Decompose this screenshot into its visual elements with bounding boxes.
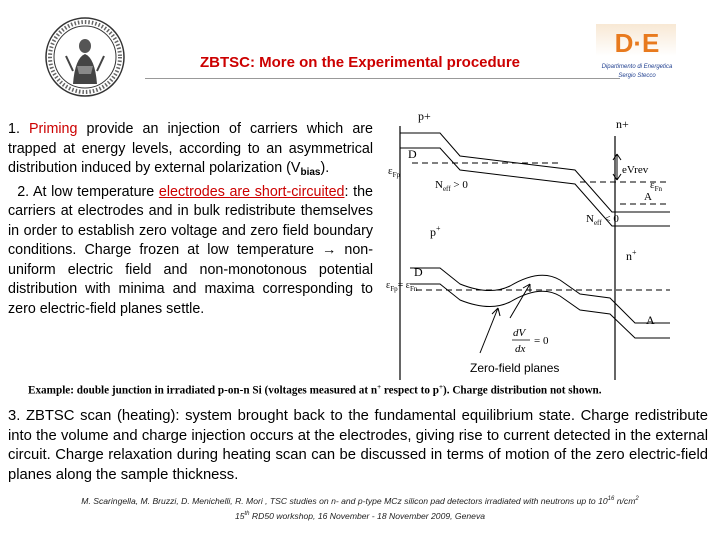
step1-end: ). [320, 160, 330, 176]
label-n-plus-top: n+ [616, 117, 629, 131]
label-p-plus-top: p+ [418, 109, 431, 123]
label-neff-negative: $N_{eff} < 0$ [586, 213, 619, 227]
citation-sup2: 2 [635, 496, 639, 502]
caption-part2: respect to p [381, 384, 440, 397]
citation-line2b: RD50 workshop, 16 November - 18 November 2009, Geneva [249, 510, 486, 521]
label-eps-fn: $\varepsilon_{Fn}$ [650, 179, 663, 193]
step2-number: 2. At low temperature [17, 183, 159, 200]
figure-caption [28, 383, 718, 397]
logo-subtitle-2: Sergio Stecco [618, 73, 656, 79]
label-A-top: A [644, 191, 652, 203]
step1-keyword: Priming [29, 121, 78, 137]
label-eps-equal: $\varepsilon_{Fp}= \varepsilon_{Fn}$ [386, 280, 418, 293]
caption-part3: ). Charge distribution not shown. [443, 384, 602, 397]
step1-number: 1. [8, 121, 29, 137]
step2-text: : the carriers at electrodes and in bulk redistribute themselves in order to establish zero voltage and zero field boundary conditions. Charge frozen at low temperature → non-uniform electric field and non-monotonous potential distribution with minima and maxima corresponding to zero electric-field planes settle. [8, 183, 373, 317]
label-neff-positive: $N_{eff} > 0$ [435, 179, 468, 193]
logo-subtitle-1: Dipartimento di Energetica [601, 64, 673, 70]
step1-subscript: bias [300, 167, 321, 178]
step1-text: provide an injection of carriers which are trapped at energy levels, according to an asymmetrical distribution induced by external polarization (V [8, 121, 373, 176]
citation-line2a: 15 [234, 510, 245, 521]
logo-text: D·E [614, 28, 660, 58]
citation-line1-end: n/cm [614, 495, 636, 506]
step2-keyword: electrodes are short-circuited [158, 183, 345, 200]
label-eps-fp: $\varepsilon_{Fp}$ [388, 165, 401, 179]
label-dV: dV [513, 327, 526, 339]
procedure-steps-text [8, 120, 373, 319]
page-title: ZBTSC: More on the Experimental procedure [199, 54, 521, 71]
scan-description-text: 3. ZBTSC scan (heating): system brought back to the fundamental equilibrium state. Charge redistribute into the volume and charge injection occurs at the electrodes, giving rise to current detected in the external circuit. Charge relaxation during heating scan can be discussed in terms of motion of the zero electric-field planes along the sample thickness. [8, 408, 708, 483]
label-dx: dx [515, 343, 526, 355]
citation [0, 493, 720, 523]
label-A-bottom: A [646, 313, 655, 327]
label-D-bottom: D [414, 265, 423, 279]
band-diagram [380, 108, 720, 380]
label-p-plus-bottom: p+ [430, 224, 441, 239]
caption-sup1: + [377, 383, 382, 391]
label-zero-field-planes: Zero-field planes [470, 361, 560, 375]
citation-line1: M. Scaringella, M. Bruzzi, D. Menichelli, R. Mori , TSC studies on n- and p-type MCz silicon pad detectors irradiated with neutrons up to 10 [81, 495, 608, 506]
title-divider [145, 78, 620, 79]
label-D-top: D [408, 147, 417, 161]
citation-line2-sup: th [244, 510, 250, 517]
caption-part1: Example: double junction in irradiated p-on-n Si (voltages measured at n [28, 384, 378, 397]
label-eq-zero: = 0 [534, 335, 549, 347]
caption-sup2: + [439, 383, 444, 391]
label-evrev: eVrev [622, 164, 649, 176]
label-n-plus-bottom: n+ [626, 248, 637, 263]
citation-sup: 16 [607, 496, 615, 502]
